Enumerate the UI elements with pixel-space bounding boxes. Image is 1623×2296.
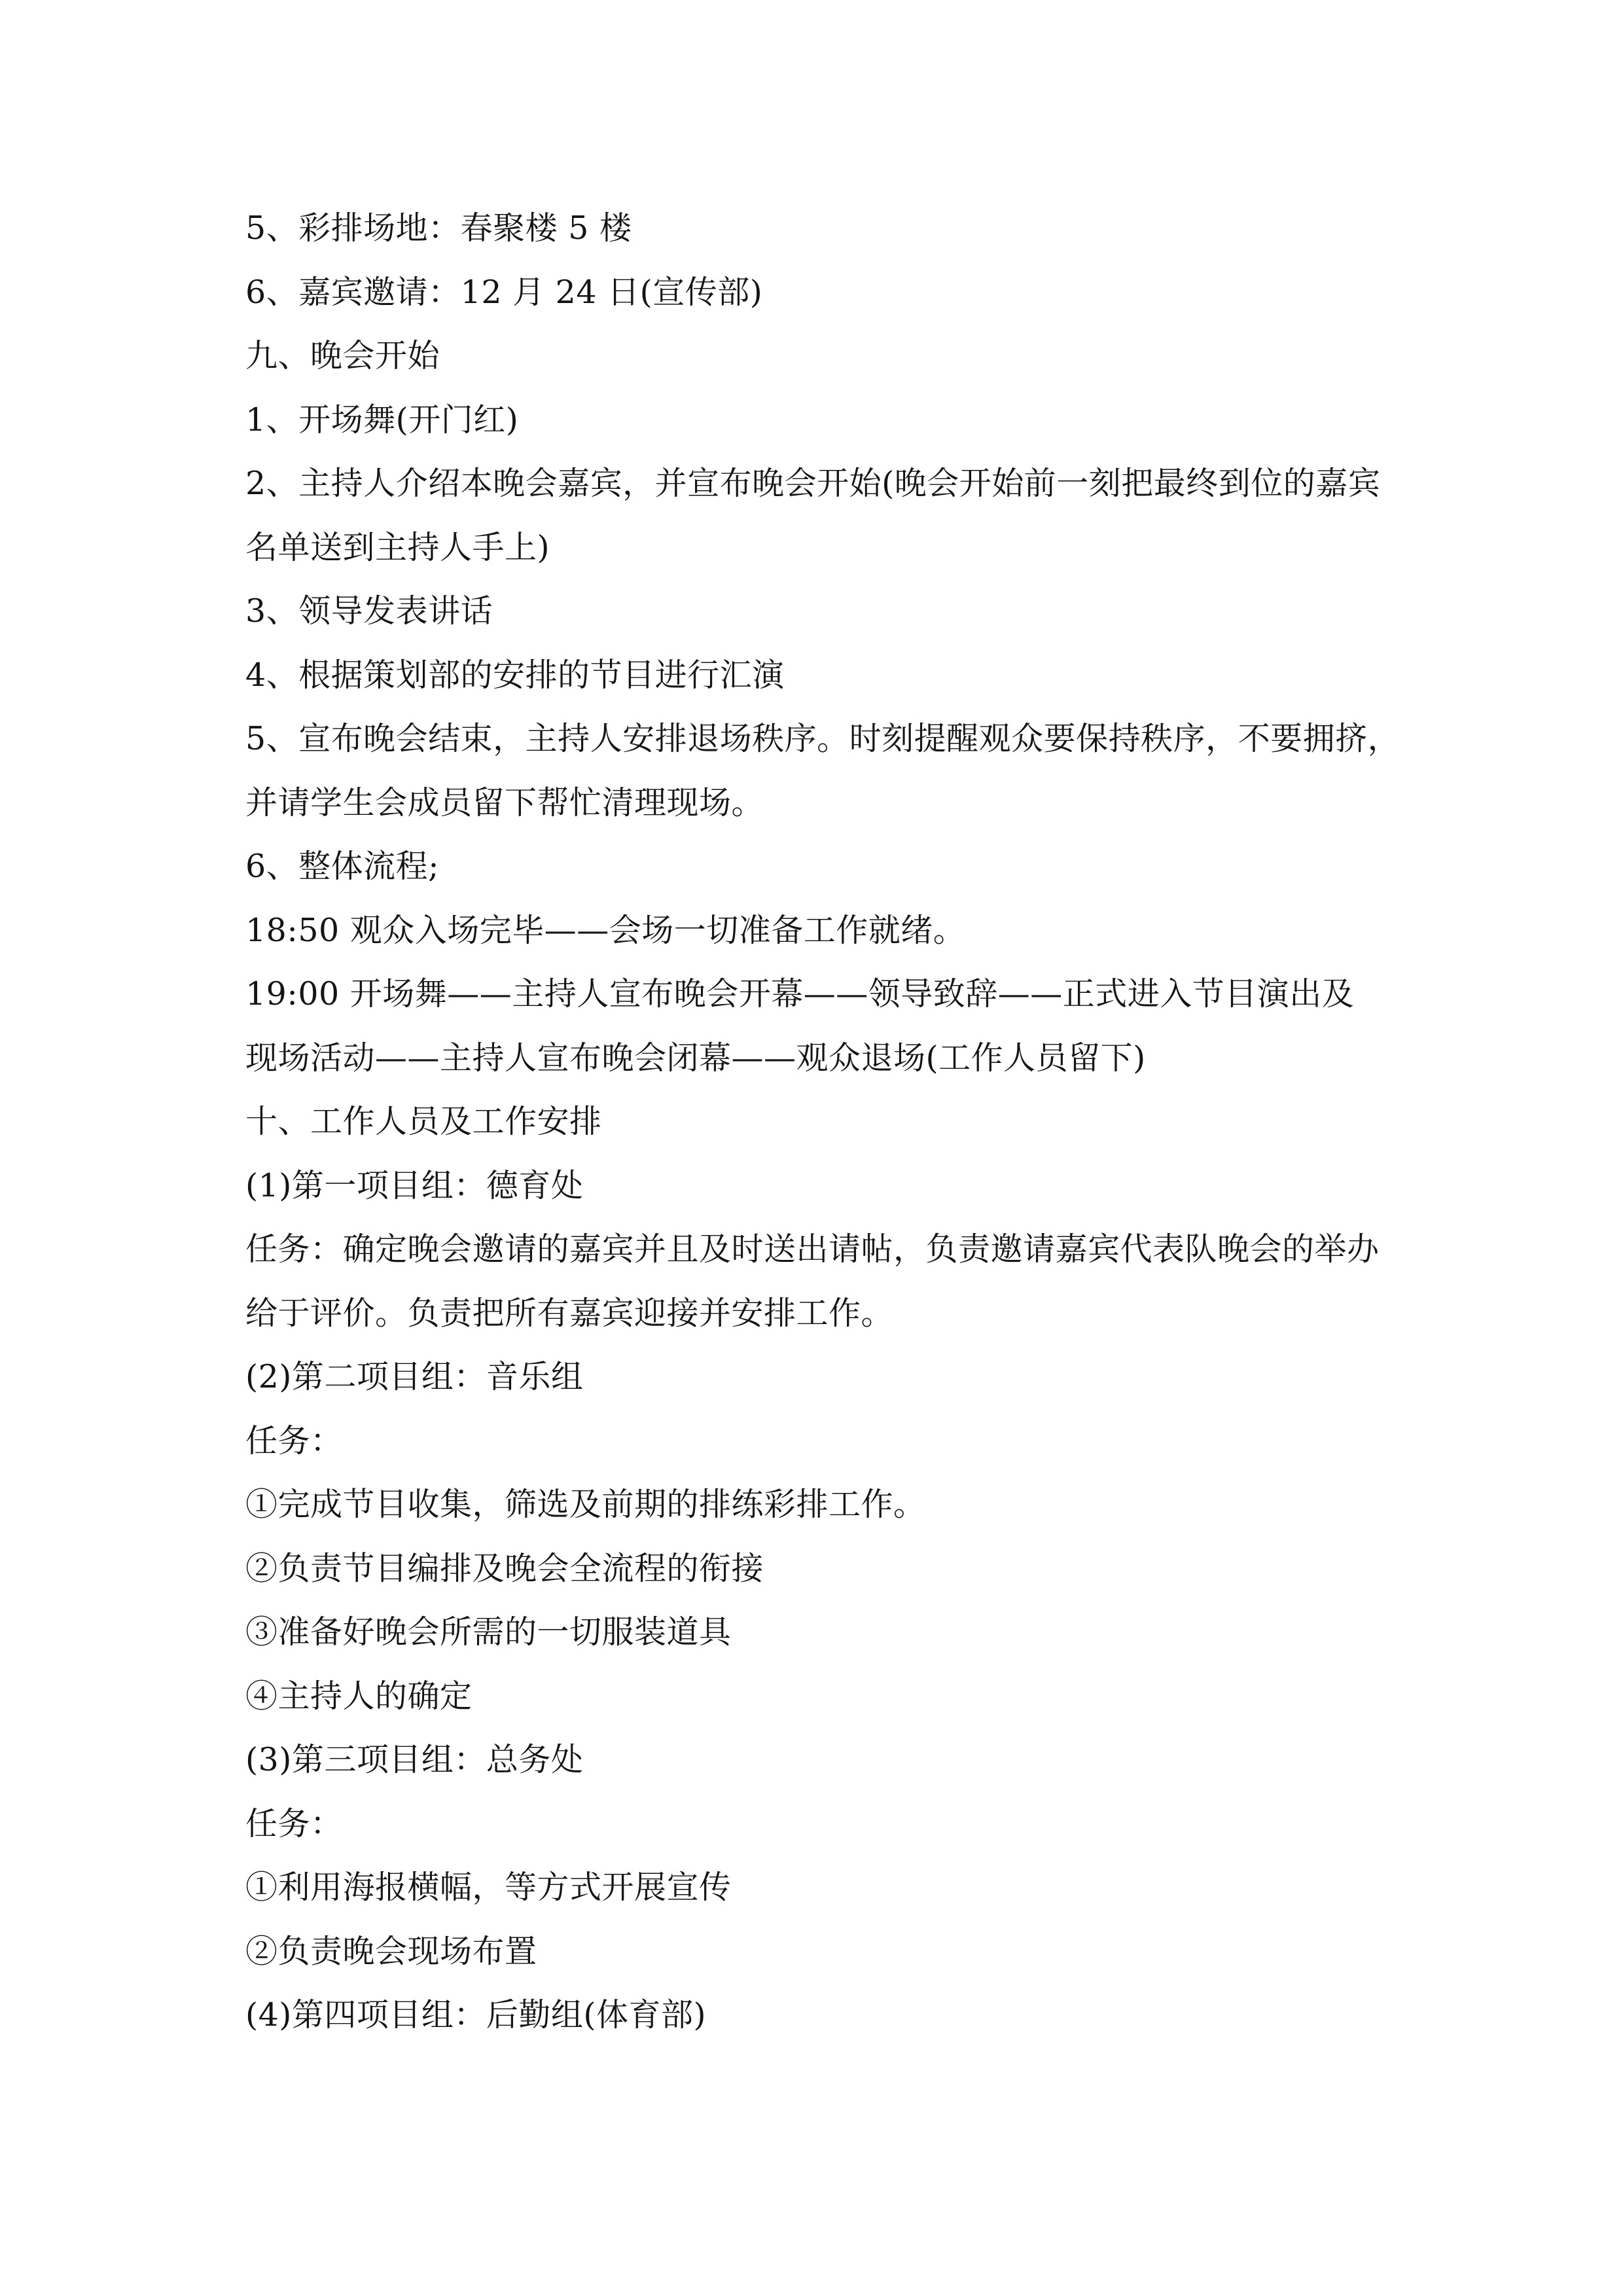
text-line: 1、开场舞(开门红) [245,401,519,439]
text-line: ②负责节目编排及晚会全流程的衔接 [245,1549,764,1587]
text-line: 18:50 观众入场完毕——会场一切准备工作就绪。 [245,911,966,949]
text-line: 5、彩排场地：春聚楼 5 楼 [245,209,632,247]
text-line: ①利用海报横幅，等方式开展宣传 [245,1869,732,1906]
text-line: ④主持人的确定 [245,1677,473,1715]
text-line: 6、整体流程; [245,848,440,885]
text-line: 3、领导发表讲话 [245,592,493,630]
text-line: 19:00 开场舞——主持人宣布晚会开幕——领导致辞——正式进入节目演出及 [245,975,1355,1013]
text-line: 给于评价。负责把所有嘉宾迎接并安排工作。 [245,1294,894,1332]
text-line: 任务： [245,1804,343,1842]
text-line: 任务： [245,1422,343,1460]
text-line: 名单送到主持人手上) [245,528,550,566]
text-line: ②负责晚会现场布置 [245,1932,537,1970]
text-line: (3)第三项目组：总务处 [245,1741,584,1778]
text-line: 现场活动——主持人宣布晚会闭幕——观众退场(工作人员留下) [245,1039,1146,1077]
text-line: ③准备好晚会所需的一切服装道具 [245,1613,732,1651]
text-line: 2、主持人介绍本晚会嘉宾，并宣布晚会开始(晚会开始前一刻把最终到位的嘉宾 [245,465,1381,502]
text-line: 任务：确定晚会邀请的嘉宾并且及时送出请帖，负责邀请嘉宾代表队晚会的举办 [245,1230,1380,1268]
text-line: 并请学生会成员留下帮忙清理现场。 [245,783,764,821]
text-line: ①完成节目收集，筛选及前期的排练彩排工作。 [245,1486,926,1523]
document-body [245,196,1400,2047]
section-heading: 十、工作人员及工作安排 [245,1103,602,1140]
text-line: (1)第一项目组：德育处 [245,1166,584,1204]
section-heading: 九、晚会开始 [245,337,440,374]
text-line: 4、根据策划部的安排的节目进行汇演 [245,656,785,694]
text-line: (2)第二项目组：音乐组 [245,1358,584,1395]
text-line: (4)第四项目组：后勤组(体育部) [245,1996,707,2034]
text-line: 6、嘉宾邀请：12 月 24 日(宣传部) [245,273,763,311]
text-line: 5、宣布晚会结束，主持人安排退场秩序。时刻提醒观众要保持秩序，不要拥挤， [245,720,1400,757]
